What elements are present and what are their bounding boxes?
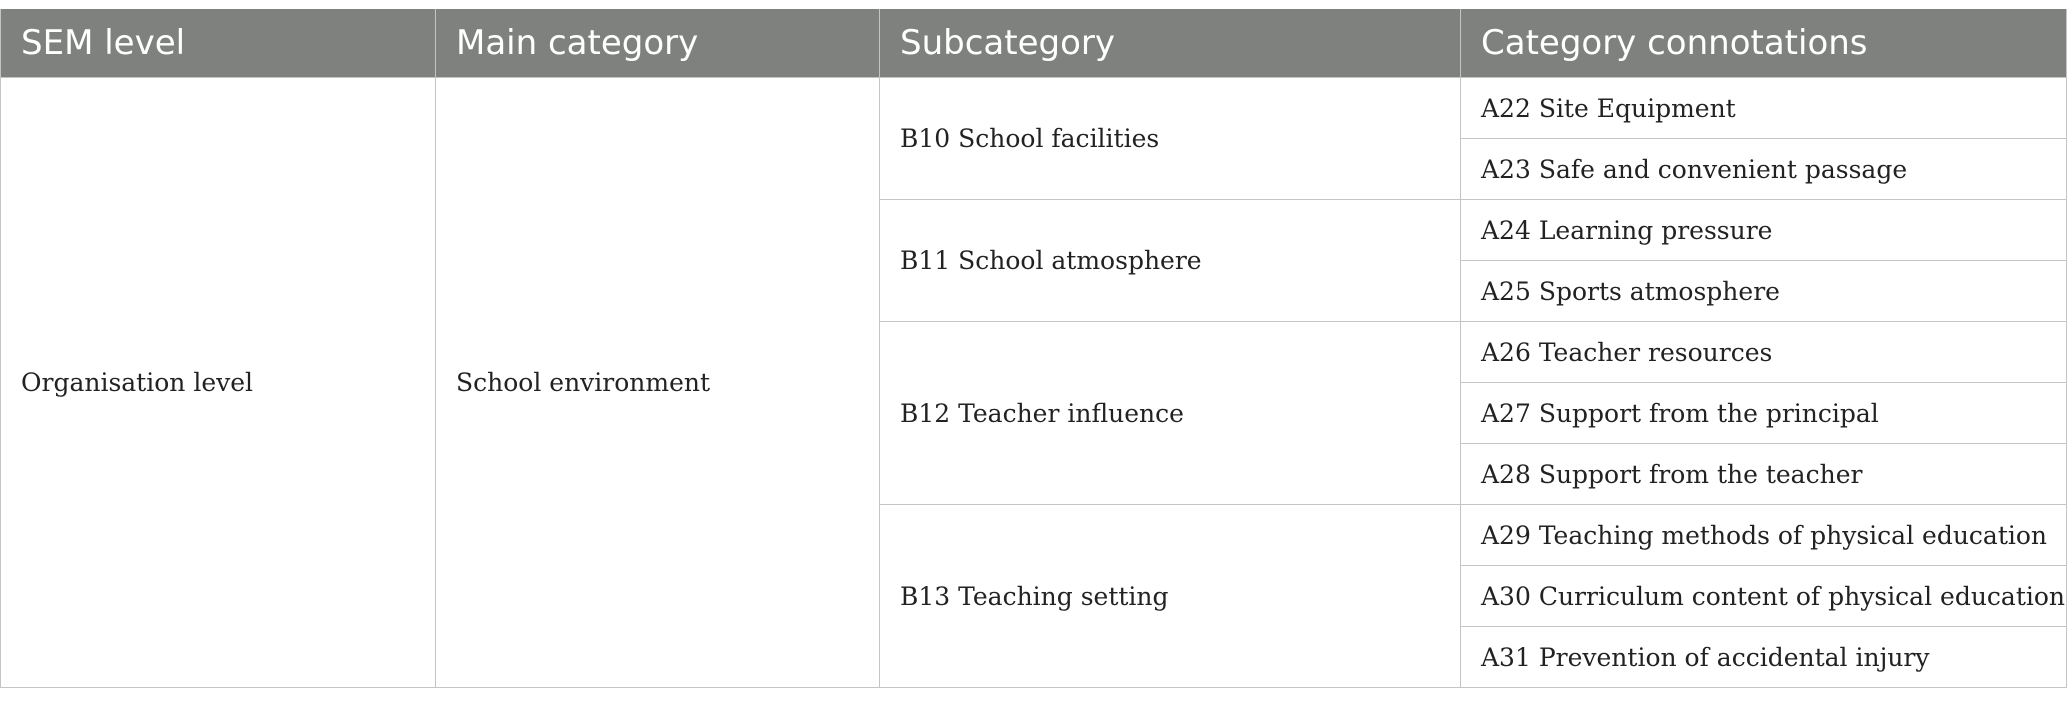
table-body: [1, 78, 2067, 688]
table-header: [1, 9, 2067, 78]
main-category-cell: School environment: [436, 78, 880, 688]
header-sem-level: SEM level: [1, 9, 436, 78]
connotation-cell: A30 Curriculum content of physical education: [1461, 566, 2067, 627]
connotation-cell: A29 Teaching methods of physical education: [1461, 505, 2067, 566]
header-category-connotations: Category connotations: [1461, 9, 2067, 78]
subcategory-cell: B10 School facilities: [880, 78, 1461, 200]
connotation-cell: A31 Prevention of accidental injury: [1461, 627, 2067, 688]
sem-level-cell: Organisation level: [1, 78, 436, 688]
connotation-cell: A24 Learning pressure: [1461, 200, 2067, 261]
connotation-cell: A25 Sports atmosphere: [1461, 261, 2067, 322]
connotation-cell: A23 Safe and convenient passage: [1461, 139, 2067, 200]
connotation-cell: A26 Teacher resources: [1461, 322, 2067, 383]
header-main-category: Main category: [436, 9, 880, 78]
subcategory-cell: B11 School atmosphere: [880, 200, 1461, 322]
header-subcategory: Subcategory: [880, 9, 1461, 78]
connotation-cell: A28 Support from the teacher: [1461, 444, 2067, 505]
connotation-cell: A27 Support from the principal: [1461, 383, 2067, 444]
subcategory-cell: B13 Teaching setting: [880, 505, 1461, 688]
subcategory-cell: B12 Teacher influence: [880, 322, 1461, 505]
header-row: [1, 9, 2067, 78]
data-table-container: [0, 9, 2066, 688]
table-row: [1, 78, 2067, 139]
connotation-cell: A22 Site Equipment: [1461, 78, 2067, 139]
sem-category-table: [0, 9, 2067, 688]
